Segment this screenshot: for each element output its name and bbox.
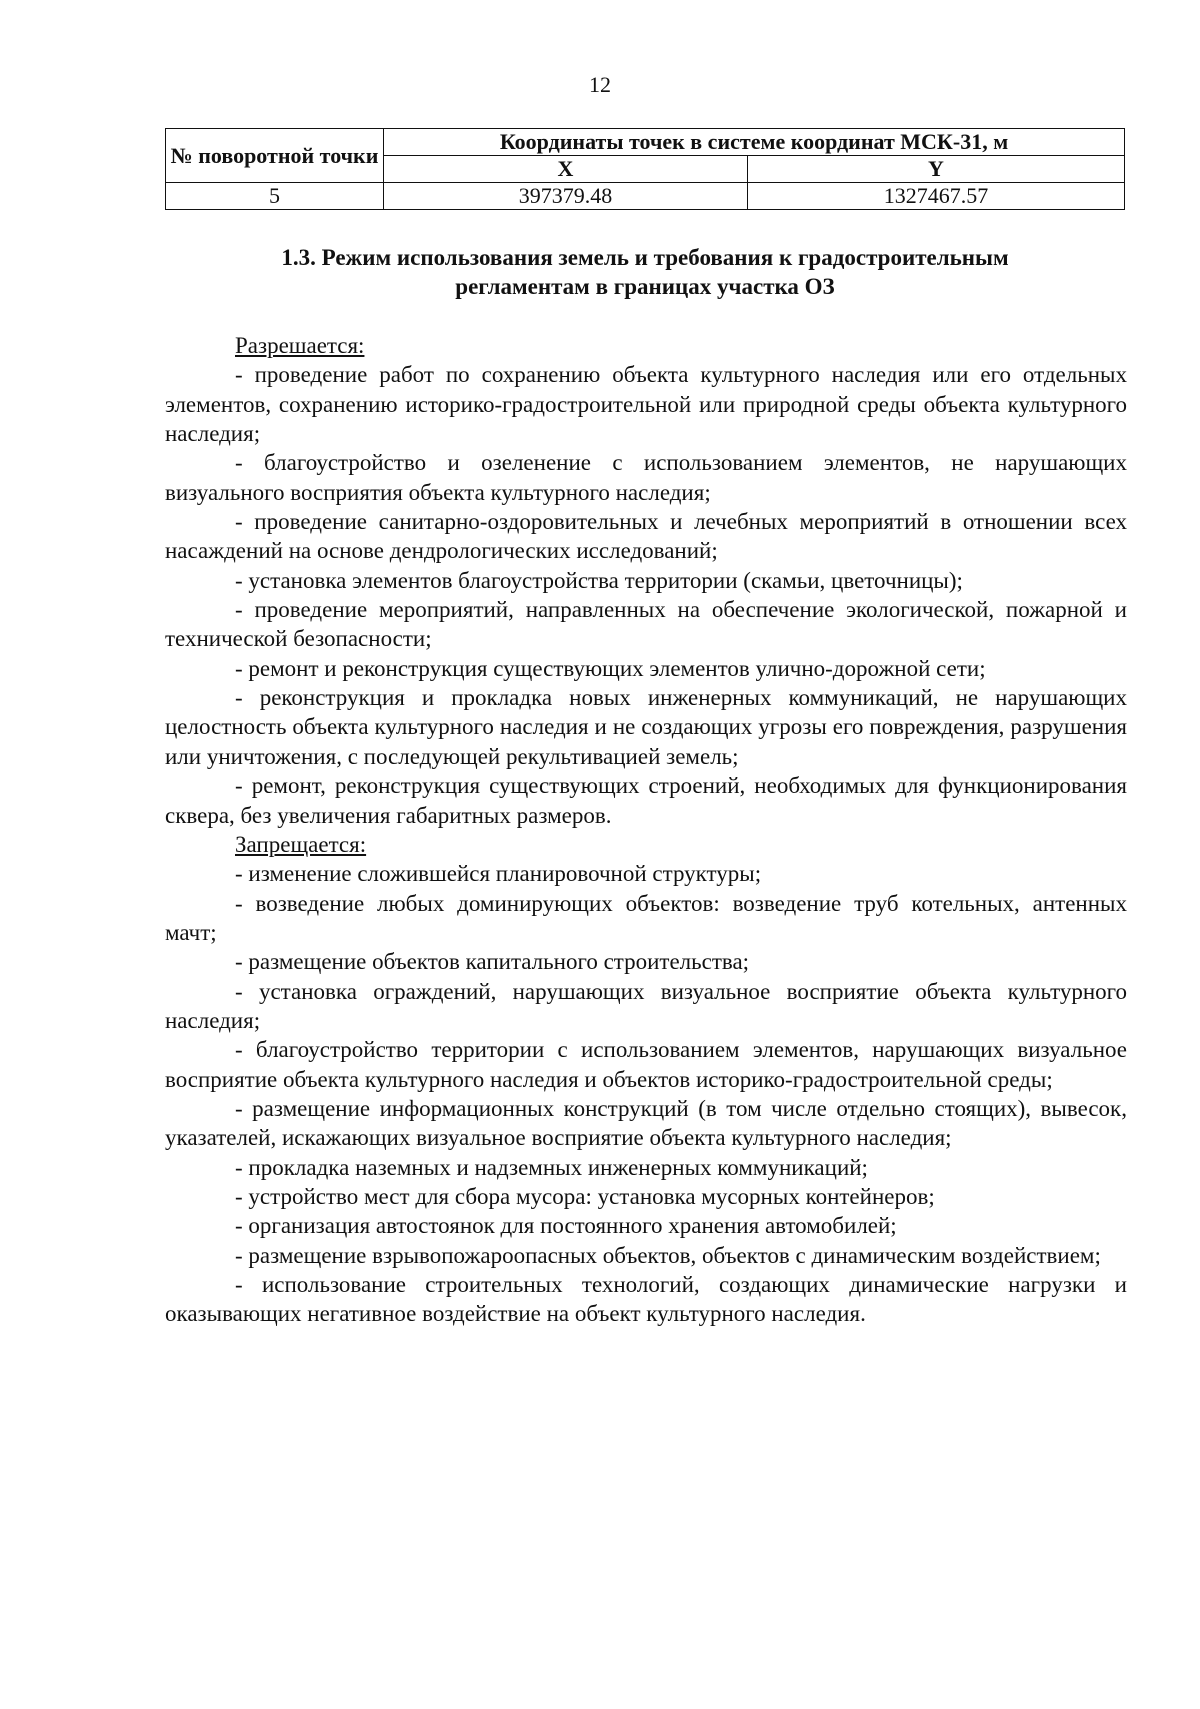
allowed-label: Разрешается:: [235, 333, 365, 358]
header-coordinates: Координаты точек в системе координат МСК-31, м: [384, 129, 1125, 156]
list-item: - размещение объектов капитального строительства;: [235, 949, 750, 975]
list-item: - устройство мест для сбора мусора: установка мусорных контейнеров;: [235, 1183, 935, 1209]
list-item: - ремонт и реконструкция существующих элементов улично-дорожной сети;: [235, 655, 986, 681]
list-item: - размещение взрывопожароопасных объектов, объектов с динамическим воздействием;: [235, 1242, 1101, 1268]
list-item: - реконструкция и прокладка новых инженерных коммуникаций, не нарушающих целостность объекта культурного наследия и не создающих угрозы его повреждения, разрушения или уничтожения, с последующей рекультивацией земель;: [165, 685, 1127, 769]
list-item: - возведение любых доминирующих объектов: возведение труб котельных, антенных мачт;: [165, 890, 1127, 945]
list-item: - благоустройство территории с использованием элементов, нарушающих визуальное восприятие объекта культурного наследия и объектов историко-градостроительной среды;: [165, 1037, 1127, 1092]
heading-line-1: 1.3. Режим использования земель и требования к градостроительным: [281, 245, 1009, 270]
list-item: - благоустройство и озеленение с использованием элементов, не нарушающих визуального восприятия объекта культурного наследия;: [165, 450, 1127, 505]
forbidden-label: Запрещается:: [235, 831, 367, 857]
table-header-row: [166, 129, 1125, 156]
list-item: - проведение мероприятий, направленных на обеспечение экологической, пожарной и технической безопасности;: [165, 597, 1127, 652]
header-x: X: [384, 156, 748, 183]
page-number: 12: [589, 72, 611, 97]
section-heading: [165, 243, 1125, 301]
header-point-number: № поворотной точки: [166, 129, 384, 183]
list-item: - размещение информационных конструкций (в том числе отдельно стоящих), вывесок, указателей, искажающих визуальное восприятие объекта культурного наследия;: [165, 1095, 1127, 1151]
list-item: - установка элементов благоустройства территории (скамьи, цветочницы);: [235, 567, 963, 593]
cell-point: 5: [166, 183, 384, 210]
header-y: Y: [748, 156, 1125, 183]
list-item: - проведение санитарно-оздоровительных и лечебных мероприятий в отношении всех насаждений на основе дендрологических исследований;: [165, 509, 1127, 564]
heading-line-2: регламентам в границах участка ОЗ: [455, 274, 835, 299]
list-item: - установка ограждений, нарушающих визуальное восприятие объекта культурного наследия;: [165, 978, 1127, 1033]
list-item: - проведение работ по сохранению объекта культурного наследия или его отдельных элементов, сохранению историко-градостроительной или природной среды объекта культурного наследия;: [165, 362, 1127, 447]
list-item: - прокладка наземных и надземных инженерных коммуникаций;: [235, 1154, 868, 1180]
cell-x: 397379.48: [384, 183, 748, 210]
table-row: [166, 183, 1125, 210]
list-item: - организация автостоянок для постоянного хранения автомобилей;: [235, 1213, 897, 1239]
list-item: - изменение сложившейся планировочной структуры;: [235, 861, 762, 887]
section-body: [165, 331, 1127, 1329]
coordinates-table: [165, 128, 1125, 210]
cell-y: 1327467.57: [748, 183, 1125, 210]
list-item: - ремонт, реконструкция существующих строений, необходимых для функционирования сквера, без увеличения габаритных размеров.: [165, 773, 1127, 828]
list-item: - использование строительных технологий, создающих динамические нагрузки и оказывающих негативное воздействие на объект культурного наследия.: [165, 1272, 1127, 1327]
